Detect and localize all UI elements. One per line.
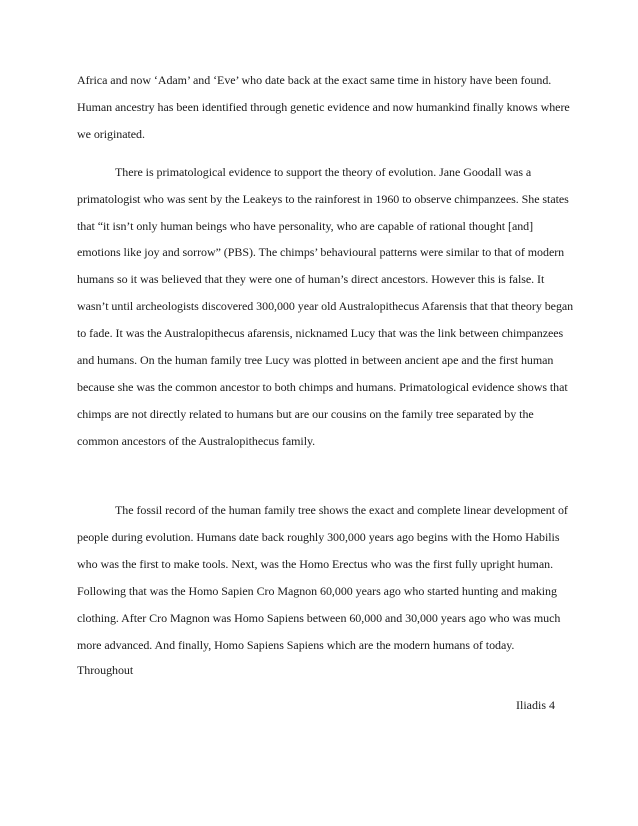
- text-line: common ancestors of the Australopithecus family.: [77, 434, 316, 448]
- text-line: emotions like joy and sorrow” (PBS). The chimps’ behavioural patterns were similar to that of modern: [77, 245, 565, 259]
- text-line: that “it isn’t only human beings who have personality, who are capable of rational thought [and]: [77, 219, 534, 233]
- text-line: clothing. After Cro Magnon was Homo Sapiens between 60,000 and 30,000 years ago who was much: [77, 611, 561, 625]
- text-line: to fade. It was the Australopithecus afarensis, nicknamed Lucy that was the link between chimpanzees: [77, 326, 564, 340]
- text-line: we originated.: [77, 127, 145, 141]
- text-line: Throughout: [77, 663, 134, 677]
- text-line: primatologist who was sent by the Leakeys to the rainforest in 1960 to observe chimpanzees. She states: [77, 192, 569, 206]
- text-line: Following that was the Homo Sapien Cro Magnon 60,000 years ago who started hunting and making: [77, 584, 557, 598]
- text-line: because she was the common ancestor to both chimps and humans. Primatological evidence shows that: [77, 380, 568, 394]
- text-line: chimps are not directly related to humans but are our cousins on the family tree separated by the: [77, 407, 534, 421]
- text-line: Africa and now ‘Adam’ and ‘Eve’ who date back at the exact same time in history have been found.: [77, 73, 552, 87]
- text-line: more advanced. And finally, Homo Sapiens Sapiens which are the modern humans of today.: [77, 638, 515, 652]
- text-line: and humans. On the human family tree Lucy was plotted in between ancient ape and the first human: [77, 353, 554, 367]
- text-line: The fossil record of the human family tree shows the exact and complete linear development of: [115, 503, 568, 517]
- text-line: wasn’t until archeologists discovered 300,000 year old Australopithecus Afarensis that that theory began: [77, 299, 574, 313]
- text-line: humans so it was believed that they were one of human’s direct ancestors. However this is false. It: [77, 272, 545, 286]
- page-footer: Iliadis 4: [516, 698, 555, 712]
- text-line: There is primatological evidence to support the theory of evolution. Jane Goodall was a: [115, 165, 532, 179]
- text-line: Human ancestry has been identified through genetic evidence and now humankind finally knows where: [77, 100, 570, 114]
- text-line: people during evolution. Humans date back roughly 300,000 years ago begins with the Homo Habilis: [77, 530, 560, 544]
- text-line: who was the first to make tools. Next, was the Homo Erectus who was the first fully upright human.: [77, 557, 554, 571]
